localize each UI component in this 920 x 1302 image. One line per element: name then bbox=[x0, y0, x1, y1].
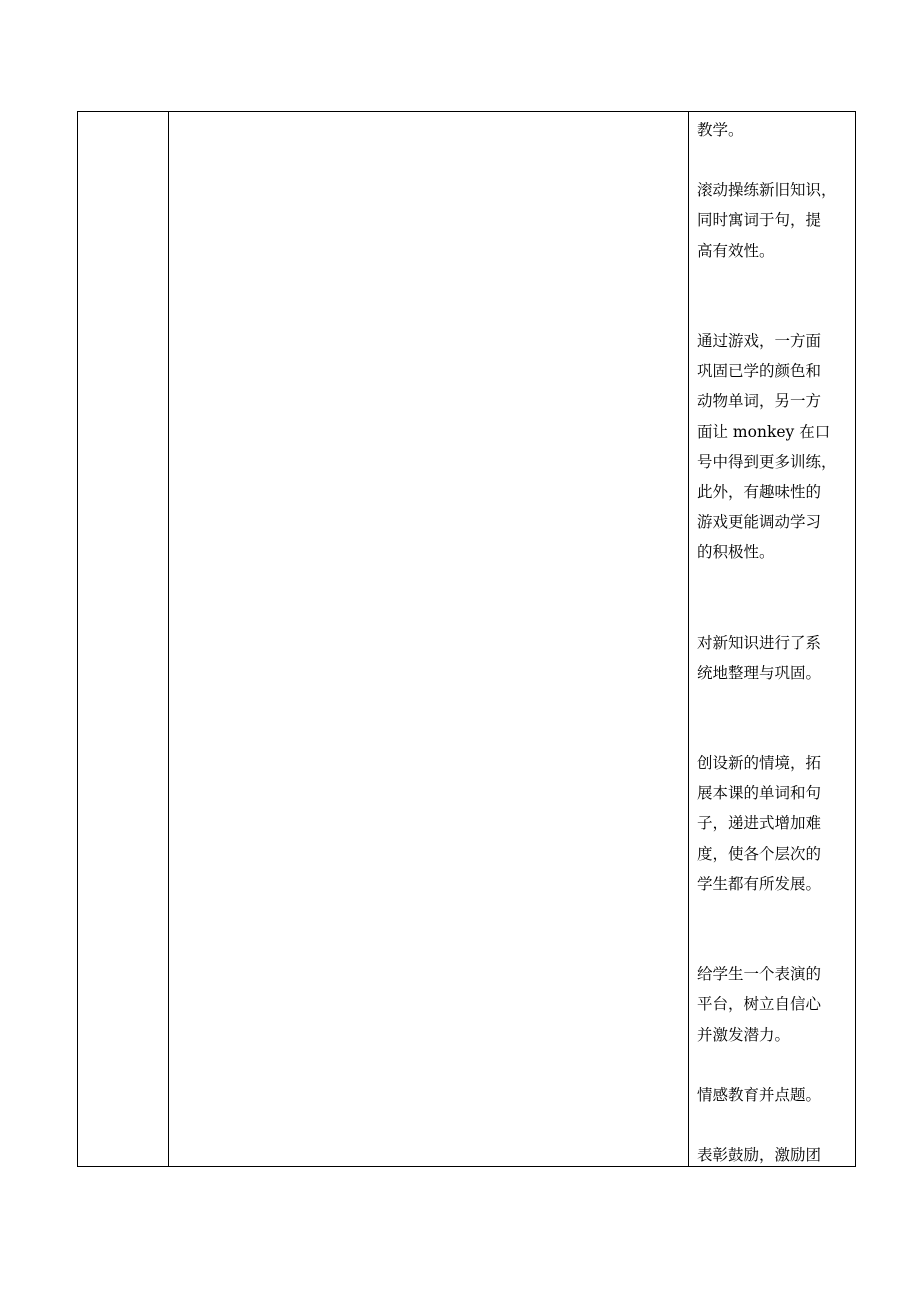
design-intent-line: 巩固已学的颜色和 bbox=[697, 362, 822, 381]
design-intent-line: 创设新的情境，拓 bbox=[697, 754, 822, 773]
design-intent-line: 的积极性。 bbox=[697, 543, 775, 562]
design-intent-line: 给学生一个表演的 bbox=[697, 965, 822, 984]
design-intent-line: 动物单词，另一方 bbox=[697, 392, 822, 411]
design-intent-line: 学生都有所发展。 bbox=[697, 874, 822, 893]
lesson-plan-table bbox=[77, 111, 856, 1167]
design-intent-line: 表彰鼓励，激励团 bbox=[697, 1146, 822, 1165]
design-intent-line: 号中得到更多训练， bbox=[697, 452, 837, 471]
design-intent-line: 对新知识进行了系 bbox=[697, 633, 822, 652]
design-intent-line: 展本课的单词和句 bbox=[697, 784, 822, 803]
design-intent-line: 统地整理与巩固。 bbox=[697, 663, 822, 682]
design-intent-line: 情感教育并点题。 bbox=[697, 1085, 822, 1104]
design-intent-line: 度，使各个层次的 bbox=[697, 844, 822, 863]
design-intent-line: 并激发潜力。 bbox=[697, 1025, 791, 1044]
design-intent-line: 面让 monkey 在口 bbox=[697, 422, 831, 441]
design-intent-line: 高有效性。 bbox=[697, 241, 775, 260]
design-intent-line: 滚动操练新旧知识， bbox=[697, 181, 837, 200]
column-divider-right bbox=[688, 112, 689, 1166]
design-intent-line: 游戏更能调动学习 bbox=[697, 512, 822, 531]
design-intent-line: 此外，有趣味性的 bbox=[697, 482, 822, 501]
column-divider-left bbox=[168, 112, 169, 1166]
design-intent-line: 平台，树立自信心 bbox=[697, 995, 822, 1014]
design-intent-line: 同时寓词于句，提 bbox=[697, 211, 822, 230]
design-intent-line: 子，递进式增加难 bbox=[697, 814, 822, 833]
design-intent-line: 教学。 bbox=[697, 121, 744, 139]
design-intent-line: 通过游戏，一方面 bbox=[697, 332, 822, 351]
